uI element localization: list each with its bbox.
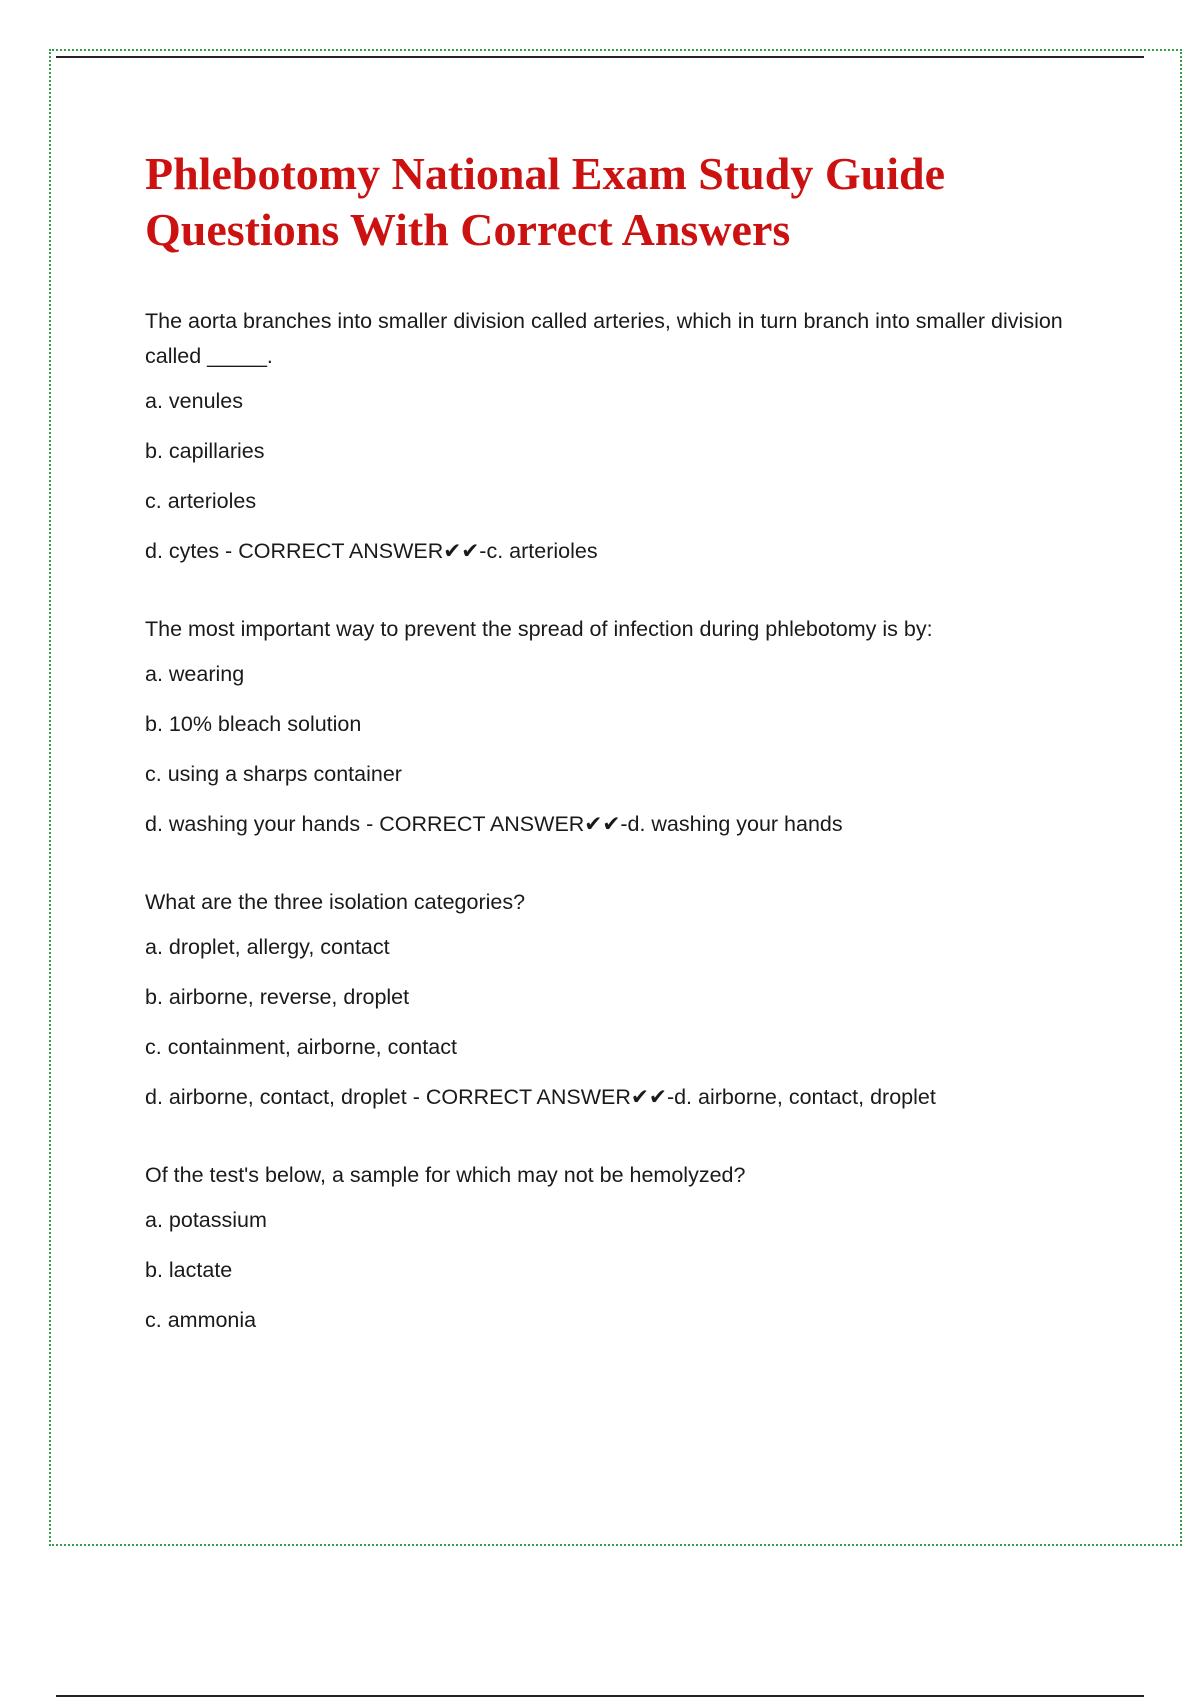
footer-rule	[56, 1695, 1144, 1697]
answer-option-with-correct-answer: d. airborne, contact, droplet - CORRECT ANSWER✔✔-d. airborne, contact, droplet	[145, 1085, 936, 1109]
answer-option-with-correct-answer: d. washing your hands - CORRECT ANSWER✔✔-d. washing your hands	[145, 812, 843, 836]
question-1	[145, 304, 1065, 564]
answer-option: c. ammonia	[145, 1308, 257, 1332]
question-text: The aorta branches into smaller division called arteries, which in turn branch into smaller division called _____.	[145, 309, 1063, 368]
answer-option: a. potassium	[145, 1208, 267, 1232]
answer-option: b. capillaries	[145, 439, 265, 463]
question-text: What are the three isolation categories?	[145, 890, 526, 914]
answer-option: a. droplet, allergy, contact	[145, 935, 390, 959]
question-list	[145, 304, 1065, 1381]
answer-option: c. using a sharps container	[145, 762, 402, 786]
question-text: The most important way to prevent the spread of infection during phlebotomy is by:	[145, 617, 933, 641]
answer-option-with-correct-answer: d. cytes - CORRECT ANSWER✔✔-c. arterioles	[145, 539, 598, 563]
answer-option: a. venules	[145, 389, 244, 413]
answer-option: c. arterioles	[145, 489, 257, 513]
question-4	[145, 1158, 1065, 1333]
question-2	[145, 612, 1065, 837]
document-title: Phlebotomy National Exam Study Guide Questions With Correct Answers	[145, 148, 945, 255]
answer-option: b. 10% bleach solution	[145, 712, 362, 736]
answer-option: b. lactate	[145, 1258, 233, 1282]
question-3	[145, 885, 1065, 1110]
question-text: Of the test's below, a sample for which may not be hemolyzed?	[145, 1163, 746, 1187]
answer-option: c. containment, airborne, contact	[145, 1035, 457, 1059]
header-rule	[56, 56, 1144, 58]
answer-option: b. airborne, reverse, droplet	[145, 985, 410, 1009]
answer-option: a. wearing	[145, 662, 245, 686]
